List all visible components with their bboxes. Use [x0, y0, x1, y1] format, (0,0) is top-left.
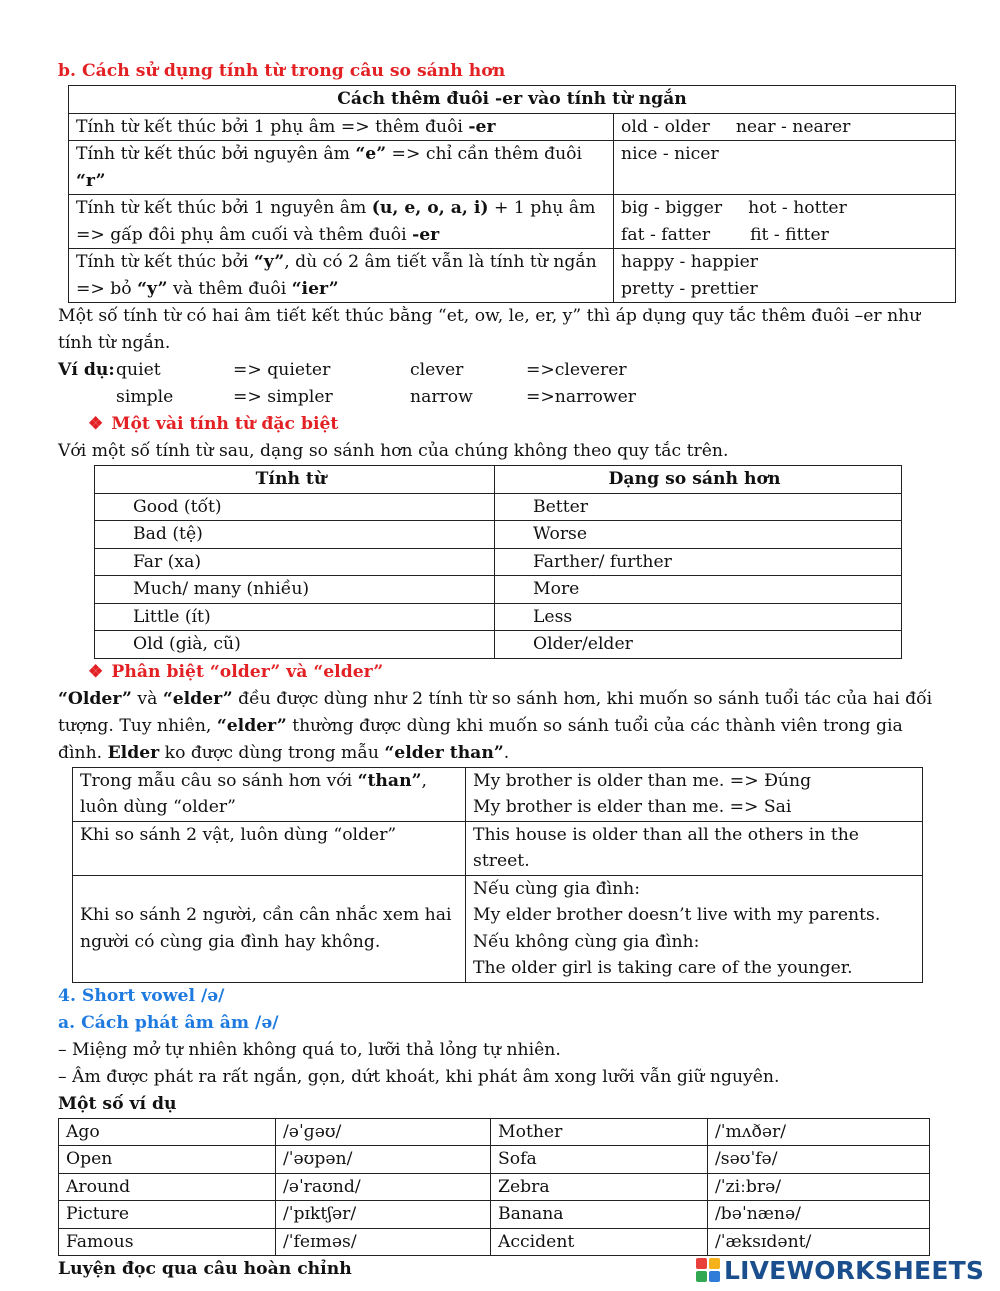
- table-row: Khi so sánh 2 vật, luôn dùng “older” This house is older than all the others in the street.: [73, 821, 923, 875]
- table-row: Little (ít) Less: [95, 603, 902, 631]
- er-rules-table-header: Cách thêm đuôi -er vào tính từ ngắn: [69, 86, 956, 114]
- example-cell: big - bigger hot - hotter fat - fatter fit - fitter: [614, 195, 956, 249]
- column-header: Dạng so sánh hơn: [495, 466, 902, 494]
- liveworksheets-logo-icon: [696, 1258, 720, 1282]
- table-row: [69, 141, 956, 195]
- worksheet-page: [58, 58, 948, 1283]
- logo-square: [709, 1271, 720, 1282]
- table-row: Old (già, cũ) Older/elder: [95, 631, 902, 659]
- examples-heading: Một số ví dụ: [58, 1093, 177, 1114]
- diamond-bullet-icon: ❖: [88, 661, 104, 682]
- table-row: [69, 249, 956, 303]
- example-row: simple => simpler narrow =>narrower: [116, 387, 636, 407]
- older-elder-paragraph: “Older” và “elder” đều được dùng như 2 tính từ so sánh hơn, khi muốn so sánh tuổi tác của hai đối tượng. Tuy nhiên, “elder” thường được dùng khi muốn so sánh tuổi của các thành viên trong gia đình. Elder ko được dùng trong mẫu “elder than”.: [58, 688, 933, 763]
- table-row: [69, 113, 956, 141]
- table-row: Open /ˈəʊpən/ Sofa /səʊˈfə/: [59, 1146, 930, 1174]
- pronunciation-bullet: – Âm được phát ra rất ngắn, gọn, dứt khoát, khi phát âm xong lưỡi vẫn giữ nguyên.: [58, 1066, 780, 1087]
- liveworksheets-logo: [696, 1255, 996, 1285]
- example-label: Ví dụ:: [58, 360, 115, 380]
- pronunciation-bullet: – Miệng mở tự nhiên không quá to, lưỡi thả lỏng tự nhiên.: [58, 1039, 561, 1060]
- two-syllable-note: Một số tính từ có hai âm tiết kết thúc bằng “et, ow, le, er, y” thì áp dụng quy tắc thêm đuôi –er như tính từ ngắn.: [58, 306, 921, 353]
- older-elder-heading: ❖ Phân biệt “older” và “elder”: [88, 661, 384, 682]
- table-row: Far (xa) Farther/ further: [95, 548, 902, 576]
- column-header: Tính từ: [95, 466, 495, 494]
- older-elder-table: [72, 767, 923, 983]
- example-cell: happy - happier pretty - prettier: [614, 249, 956, 303]
- section-4-heading: 4. Short vowel /ə/: [58, 985, 225, 1006]
- table-row: Khi so sánh 2 người, cần cân nhắc xem hai người có cùng gia đình hay không. Nếu cùng gia đình: My elder brother doesn’t live with my parents. Nếu không cùng gia đình: The older girl is taking care of the younger.: [73, 875, 923, 982]
- section-b-heading: b. Cách sử dụng tính từ trong câu so sánh hơn: [58, 61, 506, 81]
- rule-cell: Tính từ kết thúc bởi “y”, dù có 2 âm tiết vẫn là tính từ ngắn => bỏ “y” và thêm đuôi “ier”: [69, 249, 614, 303]
- example-cell: old - older near - nearer: [614, 113, 956, 141]
- logo-text: LIVEWORKSHEETS: [724, 1255, 985, 1285]
- table-row: Bad (tệ) Worse: [95, 521, 902, 549]
- irregular-adjectives-table: [94, 465, 902, 659]
- practice-heading: Luyện đọc qua câu hoàn chỉnh: [58, 1259, 352, 1279]
- special-intro: Với một số tính từ sau, dạng so sánh hơn của chúng không theo quy tắc trên.: [58, 441, 729, 461]
- table-row: Much/ many (nhiều) More: [95, 576, 902, 604]
- table-row: Around /əˈraʊnd/ Zebra /ˈziːbrə/: [59, 1173, 930, 1201]
- logo-square: [709, 1258, 720, 1269]
- section-4a-heading: a. Cách phát âm âm /ə/: [58, 1012, 279, 1033]
- rule-cell: Tính từ kết thúc bởi 1 phụ âm => thêm đuôi -er: [69, 113, 614, 141]
- table-row: Trong mẫu câu so sánh hơn với “than”, luôn dùng “older” My brother is older than me. => Đúng My brother is elder than me. => Sai: [73, 767, 923, 821]
- table-row: Ago /əˈɡəʊ/ Mother /ˈmʌðər/: [59, 1118, 930, 1146]
- logo-square: [696, 1271, 707, 1282]
- special-adjectives-heading: ❖ Một vài tính từ đặc biệt: [88, 414, 339, 434]
- table-row: [69, 195, 956, 249]
- logo-square: [696, 1258, 707, 1269]
- rule-cell: Tính từ kết thúc bởi nguyên âm “e” => chỉ cần thêm đuôi “r”: [69, 141, 614, 195]
- example-cell: nice - nicer: [614, 141, 956, 195]
- diamond-bullet-icon: ❖: [88, 414, 104, 434]
- table-row: Good (tốt) Better: [95, 493, 902, 521]
- table-row: Famous /ˈfeɪməs/ Accident /ˈæksɪdənt/: [59, 1228, 930, 1256]
- er-rules-table: [68, 85, 956, 303]
- schwa-examples-table: [58, 1118, 930, 1257]
- example-row: Ví dụ:quiet => quieter clever =>cleverer: [58, 357, 948, 384]
- rule-cell: Tính từ kết thúc bởi 1 nguyên âm (u, e, o, a, i) + 1 phụ âm => gấp đôi phụ âm cuối và thêm đuôi -er: [69, 195, 614, 249]
- table-row: Picture /ˈpɪktʃər/ Banana /bəˈnænə/: [59, 1201, 930, 1229]
